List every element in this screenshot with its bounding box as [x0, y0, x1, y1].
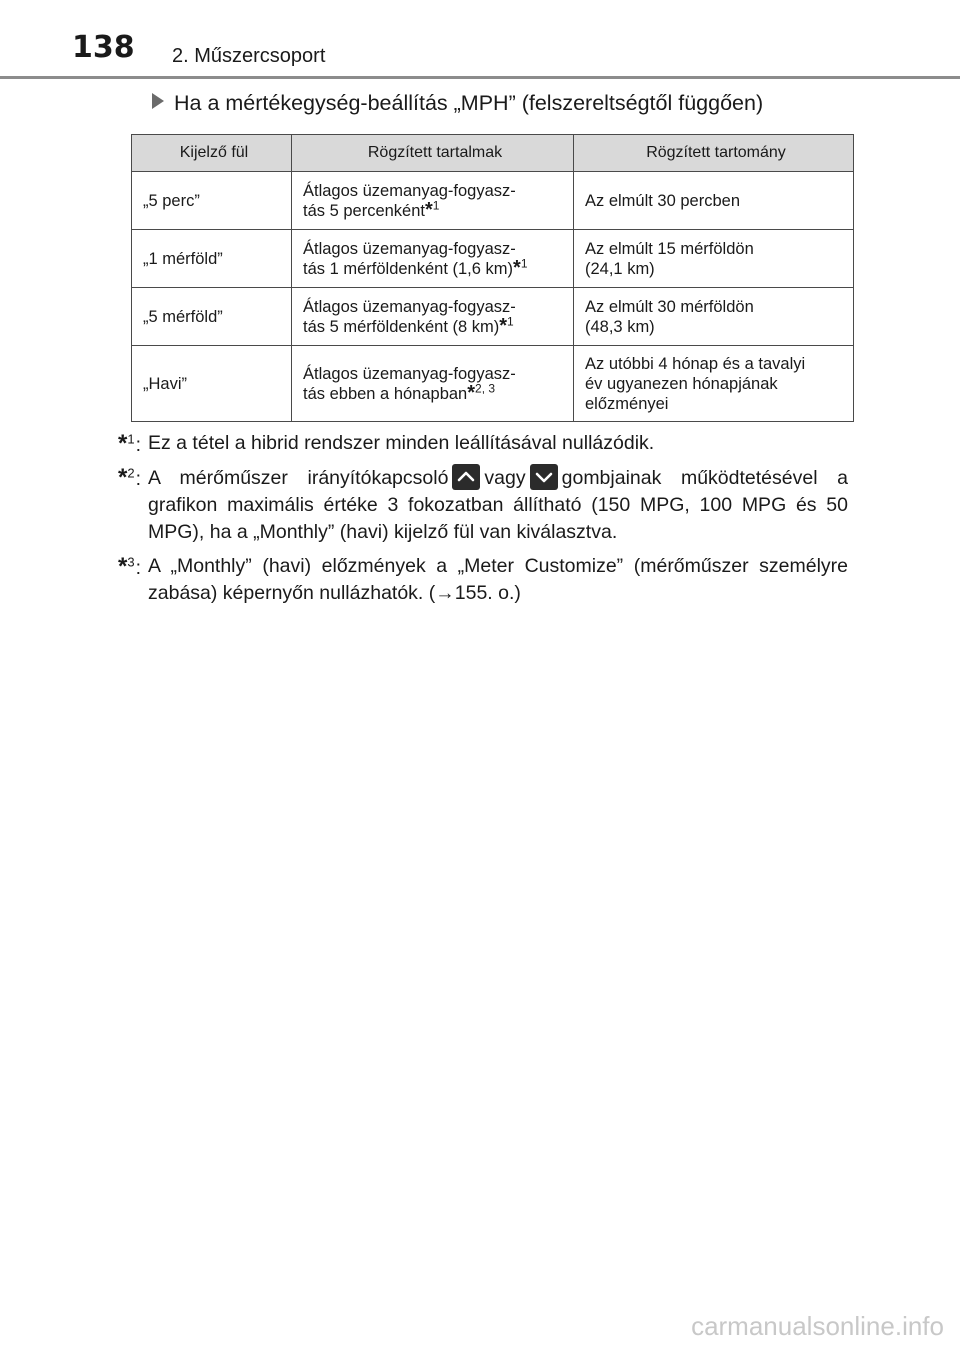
footnote-marker: *$^1$: — [118, 430, 141, 457]
range-line: Az elmúlt 30 percben — [585, 191, 741, 210]
tab-cell: „5 mérföld” — [132, 288, 292, 346]
content-line: Átlagos üzemanyag-fogyasz- — [303, 364, 516, 383]
page-number: 138 — [72, 30, 135, 65]
footnote-star: * — [425, 198, 433, 221]
range-line: Az elmúlt 15 mérföldön — [585, 239, 754, 258]
range-line: Az elmúlt 30 mérföldön — [585, 297, 754, 316]
content-line: tás 5 percenként — [303, 201, 425, 220]
footnote-3 — [118, 553, 848, 607]
table-row — [132, 288, 854, 346]
footnote-marker: *$^2$: — [118, 464, 141, 491]
content-line: Átlagos üzemanyag-fogyasz- — [303, 181, 516, 200]
page-reference-link[interactable]: 155. o.) — [454, 582, 521, 604]
content-line: tás 1 mérföldenként (1,6 km) — [303, 259, 514, 278]
footnote-1 — [118, 430, 848, 457]
footnote-text: A „Monthly” (havi) előzmények a „Meter Customize” (mérőműszer személyre zabása) képernyőn nullázhatók. ( — [148, 555, 848, 604]
range-line: Az utóbbi 4 hónap és a tavalyi — [585, 354, 806, 373]
content-cell — [292, 346, 574, 422]
footnote-marker: *$^3$: — [118, 553, 141, 580]
range-cell — [574, 230, 854, 288]
header-divider — [0, 76, 960, 79]
table-header-row — [132, 135, 854, 172]
table-row — [132, 172, 854, 230]
content-line: Átlagos üzemanyag-fogyasz- — [303, 239, 516, 258]
range-cell — [574, 172, 854, 230]
footnotes — [118, 430, 848, 614]
content-cell — [292, 288, 574, 346]
chapter-title: 2. Műszercsoport — [172, 45, 326, 67]
watermark: carmanualsonline.info — [691, 1311, 944, 1341]
content-cell — [292, 172, 574, 230]
tab-cell: „Havi” — [132, 346, 292, 422]
footnote-text: vagy — [484, 467, 526, 489]
range-line: előzményei — [585, 394, 669, 413]
column-header: Rögzített tartalmak — [292, 135, 574, 172]
footnote-text: A mérőműszer irányítókapcsoló — [148, 467, 449, 489]
page-reference-arrow: → — [435, 582, 455, 604]
chevron-up-icon — [452, 464, 480, 490]
recorded-data-table — [131, 134, 854, 422]
content-line: Átlagos üzemanyag-fogyasz- — [303, 297, 516, 316]
footnote-ref: 1 — [520, 256, 528, 270]
subheading-text: Ha a mértékegység-beállítás „MPH” (felszereltségtől függően) — [174, 91, 764, 115]
footnote-text: gombjainak működtetésével a grafikon maximális értéke 3 fokozatban állítható (150 MPG, 100 MPG és 50 MPG), ha a „Monthly” (havi) kijelző fül van kiválasztva. — [148, 467, 848, 543]
chevron-down-icon — [530, 464, 558, 490]
column-header: Kijelző fül — [132, 135, 292, 172]
range-cell — [574, 346, 854, 422]
tab-cell: „5 perc” — [132, 172, 292, 230]
footnote-ref: 1 — [432, 198, 440, 212]
range-line: (48,3 km) — [585, 317, 655, 336]
content-line: tás 5 mérföldenként (8 km) — [303, 317, 500, 336]
tab-cell: „1 mérföld” — [132, 230, 292, 288]
footnote-ref: 2, 3 — [475, 381, 496, 395]
footnote-2 — [118, 464, 848, 546]
footnote-star: * — [513, 256, 521, 279]
range-line: év ugyanezen hónapjának — [585, 374, 778, 393]
table-row — [132, 346, 854, 422]
content-cell — [292, 230, 574, 288]
page-header — [0, 0, 960, 84]
table-row — [132, 230, 854, 288]
range-cell — [574, 288, 854, 346]
column-header: Rögzített tartomány — [574, 135, 854, 172]
content-line: tás ebben a hónapban — [303, 384, 468, 403]
footnote-star: * — [499, 314, 508, 337]
triangle-bullet-icon — [152, 93, 164, 109]
range-line: (24,1 km) — [585, 259, 655, 278]
section-subheading — [152, 91, 763, 116]
footnote-star: * — [467, 381, 476, 404]
footnote-ref: 1 — [507, 314, 514, 328]
footnote-text: Ez a tétel a hibrid rendszer minden leállításával nullázódik. — [148, 432, 655, 454]
